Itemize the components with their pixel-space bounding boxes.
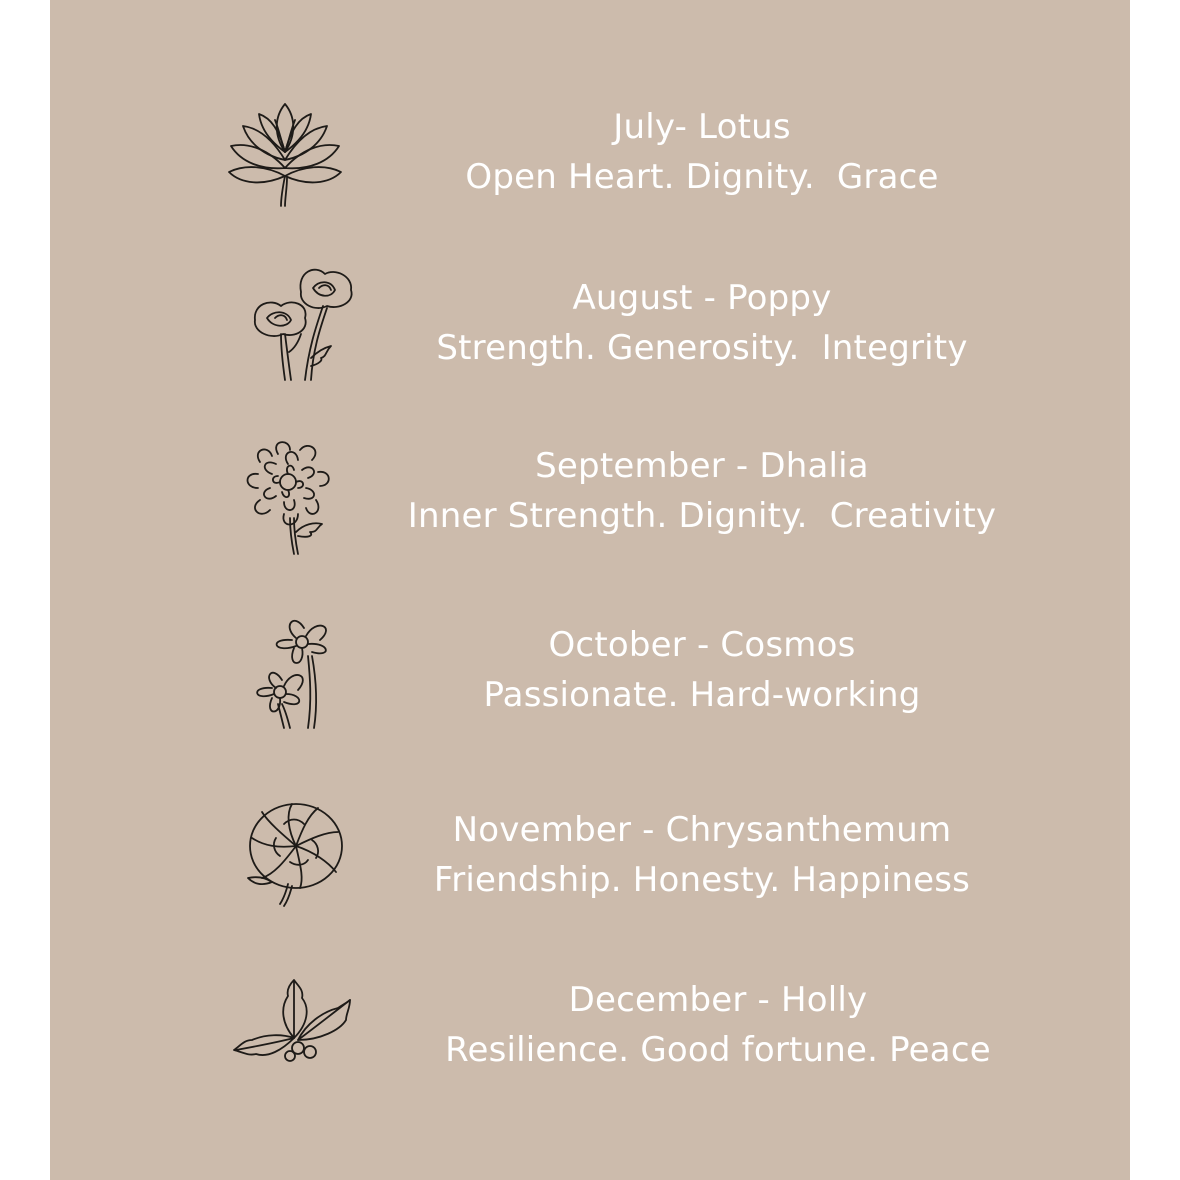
flower-title: September - Dhalia [535, 446, 869, 486]
flower-traits: Friendship. Honesty. Happiness [433, 860, 971, 900]
flower-text-october [402, 620, 1002, 720]
birth-flower-panel [50, 0, 1130, 1180]
chrysanthemum-icon [228, 790, 368, 910]
flower-text-july [402, 102, 1002, 202]
dahlia-icon [228, 440, 368, 560]
flower-traits: Passionate. Hard-working [483, 675, 921, 715]
flower-title: July- Lotus [613, 107, 791, 147]
poppy-icon [235, 262, 375, 382]
flower-text-december [418, 975, 1018, 1075]
flower-text-september [402, 441, 1002, 541]
flower-title: August - Poppy [572, 278, 832, 318]
lotus-icon [215, 90, 355, 210]
flower-title: October - Cosmos [548, 625, 856, 665]
flower-text-november [402, 805, 1002, 905]
flower-traits: Resilience. Good fortune. Peace [445, 1030, 991, 1070]
flower-title: December - Holly [568, 980, 868, 1020]
holly-icon [222, 968, 362, 1088]
flower-traits: Open Heart. Dignity. Grace [465, 157, 939, 197]
flower-text-august [402, 273, 1002, 373]
flower-traits: Strength. Generosity. Integrity [436, 328, 968, 368]
flower-title: November - Chrysanthemum [452, 810, 952, 850]
cosmos-icon [232, 612, 372, 732]
flower-traits: Inner Strength. Dignity. Creativity [407, 496, 997, 536]
